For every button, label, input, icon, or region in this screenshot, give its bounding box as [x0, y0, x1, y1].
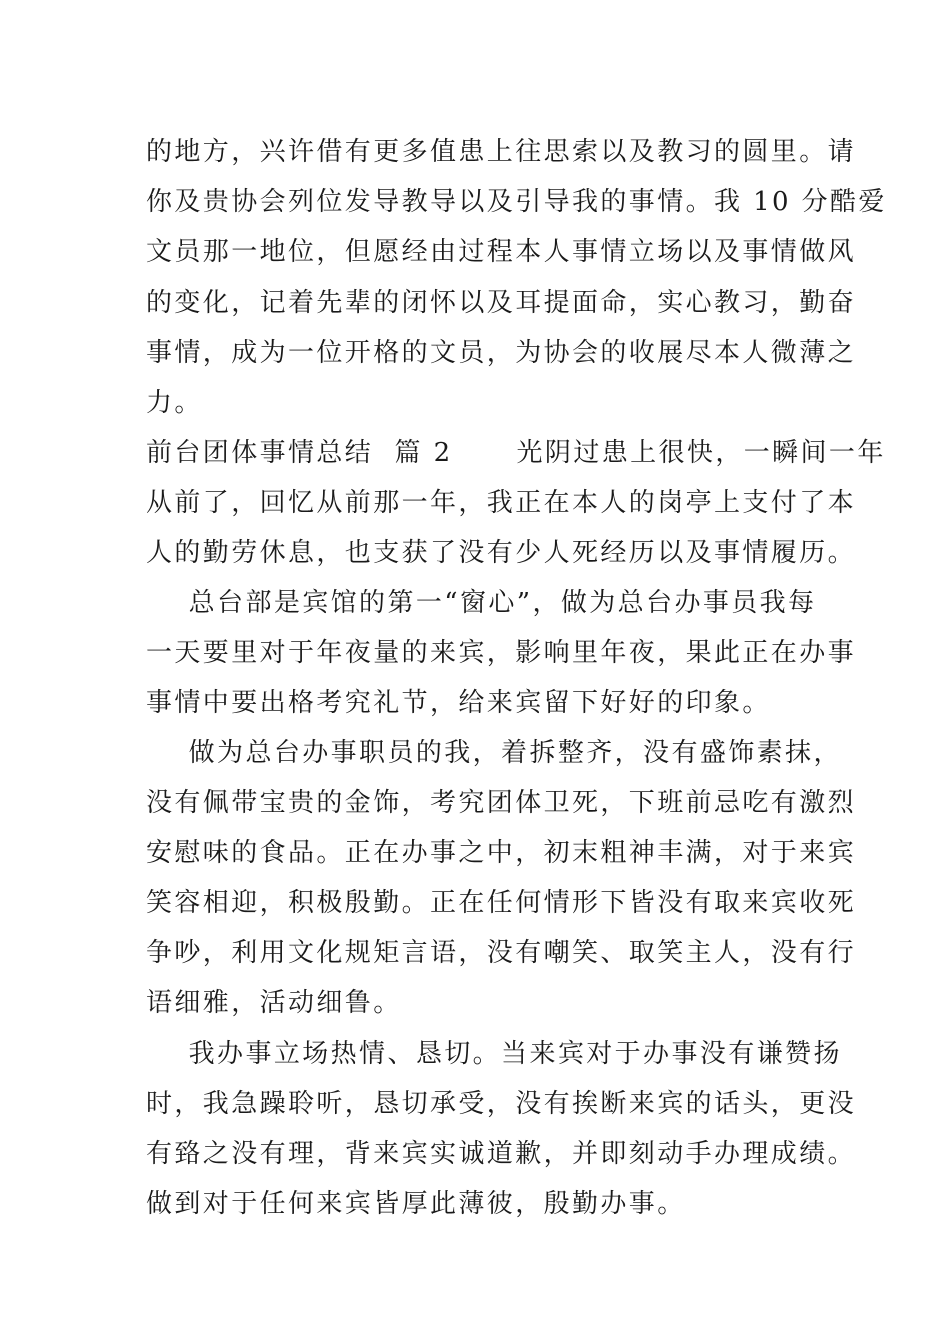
text-line: 做为总台办事职员的我，着拆整齐，没有盛饰素抹， [146, 738, 842, 768]
text-line: 人的勤劳休息，也支获了没有少人死经历以及事情履历。 [146, 538, 857, 568]
text-line: 语细雅，活动细鲁。 [146, 988, 402, 1018]
text-line: 争吵，利用文化规矩言语，没有嘲笑、取笑主人，没有行 [146, 938, 857, 968]
text-line: 有臵之没有理，背来宾实诚道歉，并即刻动手办理成绩。 [146, 1139, 857, 1169]
text-line: 没有佩带宝贵的金饰，考究团体卫死，下班前忌吃有激烈 [146, 788, 857, 818]
text-line: 的变化，记着先辈的闭怀以及耳提面命，实心教习，勤奋 [146, 288, 857, 318]
text-line: 做到对于任何来宾皆厚此薄彼，殷勤办事。 [146, 1189, 686, 1219]
text-line: 文员那一地位，但愿经由过程本人事情立场以及事情做风 [146, 237, 857, 267]
text-line: 从前了，回忆从前那一年，我正在本人的岗亭上支付了本 [146, 488, 857, 518]
text-line: 时，我急躁聆听，恳切承受，没有挨断来宾的话头，更没 [146, 1089, 857, 1119]
text-line: 力。 [146, 388, 203, 418]
text-line: 事情，成为一位开格的文员，为协会的收展尽本人微薄之 [146, 338, 857, 368]
text-line: 我办事立场热情、恳切。当来宾对于办事没有谦赞扬 [146, 1039, 842, 1069]
text-line: 事情中要出格考究礼节，给来宾留下好好的印象。 [146, 688, 771, 718]
text-line: 安慰味的食品。正在办事之中，初末粗神丰满，对于来宾 [146, 838, 857, 868]
section-heading-line: 前台团体事情总结 篇 2 光阴过患上很快，一瞬间一年 [146, 438, 886, 468]
text-line: 笑容相迎，积极殷勤。正在任何情形下皆没有取来宾收死 [146, 888, 857, 918]
text-line: 一天要里对于年夜量的来宾，影响里年夜，果此正在办事 [146, 638, 857, 668]
text-line: 总台部是宾馆的第一“窗心”，做为总台办事员我每 [146, 588, 817, 618]
text-line: 你及贵协会列位发导教导以及引导我的事情。我 10 分酷爱 [146, 187, 887, 217]
text-line: 的地方，兴许借有更多值患上往思索以及教习的圆里。请 [146, 137, 857, 167]
